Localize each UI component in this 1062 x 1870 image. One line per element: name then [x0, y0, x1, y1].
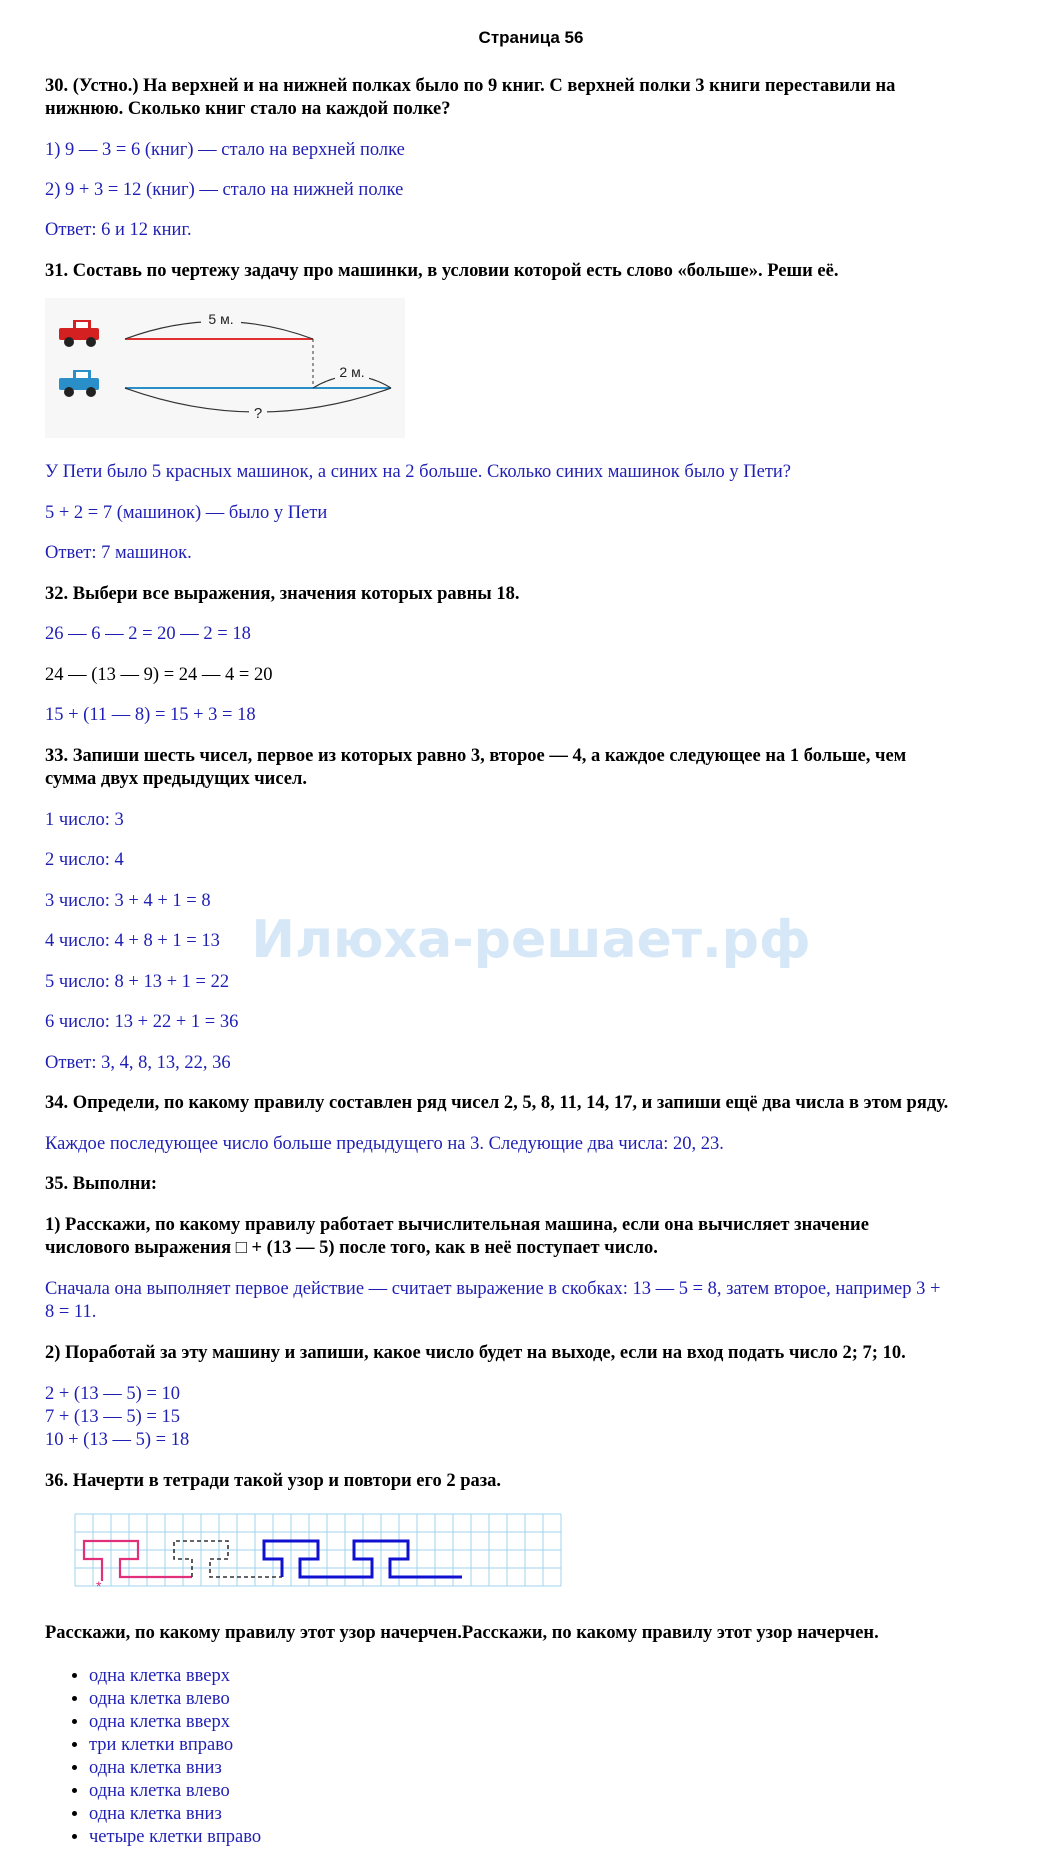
bottom-brace-label: ?: [253, 405, 263, 422]
task33-n4: 4 число: 4 + 8 + 1 = 13: [45, 931, 220, 951]
task33-question-line2: сумма двух предыдущих чисел.: [45, 769, 307, 789]
list-item: • одна клетка вниз: [89, 1803, 261, 1826]
page-title: Страница 56: [478, 28, 584, 47]
task36-tell: Расскажи, по какому правилу этот узор начерчен.Расскажи, по какому правилу этот узор начерчен.: [45, 1623, 879, 1643]
task34-answer: Каждое последующее число больше предыдущего на 3. Следующие два числа: 20, 23.: [45, 1134, 724, 1154]
task36-question: 36. Начерти в тетради такой узор и повтори его 2 раза.: [45, 1471, 502, 1491]
task35-part1-answer-line2: 8 = 11.: [45, 1302, 97, 1322]
task35-result3: 10 + (13 — 5) = 18: [45, 1430, 190, 1450]
task33-question-line1: 33. Запиши шесть чисел, первое из которых равно 3, второе — 4, а каждое следующее на 1 больше, чем: [45, 746, 907, 766]
task30-step2: 2) 9 + 3 = 12 (книг) — стало на нижней полке: [45, 180, 404, 200]
task33-n1: 1 число: 3: [45, 810, 124, 830]
cars-diagram: [45, 298, 405, 438]
list-item: • одна клетка влево: [89, 1780, 261, 1803]
task35-part2: 2) Поработай за эту машину и запиши, какое число будет на выходе, если на вход подать число 2; 7; 10.: [45, 1343, 906, 1363]
task30-step1: 1) 9 — 3 = 6 (книг) — стало на верхней полке: [45, 140, 405, 160]
task31-solution: 5 + 2 = 7 (машинок) — было у Пети: [45, 503, 328, 523]
pattern-grid-figure: [45, 1505, 565, 1595]
task30-question-line2: нижнюю. Сколько книг стало на каждой полке?: [45, 99, 451, 119]
task33-n5: 5 число: 8 + 13 + 1 = 22: [45, 972, 230, 992]
task33-answer: Ответ: 3, 4, 8, 13, 22, 36: [45, 1053, 231, 1073]
task33-n6: 6 число: 13 + 22 + 1 = 36: [45, 1012, 239, 1032]
task33-n2: 2 число: 4: [45, 850, 124, 870]
task35-heading: 35. Выполни:: [45, 1174, 158, 1194]
pattern-steps-list: [45, 1665, 261, 1849]
task34-question: 34. Определи, по какому правилу составлен ряд чисел 2, 5, 8, 11, 14, 17, и запиши ещё два числа в этом ряду.: [45, 1093, 949, 1113]
task32-question: 32. Выбери все выражения, значения которых равны 18.: [45, 584, 520, 604]
task35-result1: 2 + (13 — 5) = 10: [45, 1384, 180, 1404]
task31-answer: Ответ: 7 машинок.: [45, 543, 192, 563]
task35-result2: 7 + (13 — 5) = 15: [45, 1407, 180, 1427]
task31-question: 31. Составь по чертежу задачу про машинки, в условии которой есть слово «больше». Реши её.: [45, 261, 839, 281]
list-item: • одна клетка вверх: [89, 1711, 261, 1734]
start-star-icon: *: [96, 1578, 102, 1594]
list-item: • одна клетка вниз: [89, 1757, 261, 1780]
task32-expr1: 26 — 6 — 2 = 20 — 2 = 18: [45, 624, 251, 644]
list-item: • одна клетка влево: [89, 1688, 261, 1711]
pink-pattern: [84, 1541, 192, 1581]
task35-part1-answer-line1: Сначала она выполняет первое действие — считает выражение в скобках: 13 — 5 = 8, затем второе, например 3 +: [45, 1279, 941, 1299]
task30-answer: Ответ: 6 и 12 книг.: [45, 220, 192, 240]
diff-brace-label: 2 м.: [339, 364, 365, 380]
task32-expr3: 15 + (11 — 8) = 15 + 3 = 18: [45, 705, 256, 725]
task31-problem: У Пети было 5 красных машинок, а синих на 2 больше. Сколько синих машинок было у Пети?: [45, 462, 792, 482]
top-brace-label: 5 м.: [208, 311, 234, 327]
list-item: • три клетки вправо: [89, 1734, 261, 1757]
list-item: • одна клетка вверх: [89, 1665, 261, 1688]
task30-question-line1: 30. (Устно.) На верхней и на нижней полках было по 9 книг. С верхней полки 3 книги переставили на: [45, 76, 896, 96]
task35-part1-line1: 1) Расскажи, по какому правилу работает вычислительная машина, если она вычисляет значение: [45, 1215, 869, 1235]
watermark: Илюха-решает.рф: [251, 910, 811, 970]
task35-part1-line2: числового выражения □ + (13 — 5) после того, как в неё поступает число.: [45, 1238, 658, 1258]
list-item: • четыре клетки вправо: [89, 1826, 261, 1849]
task33-n3: 3 число: 3 + 4 + 1 = 8: [45, 891, 211, 911]
task32-expr2: 24 — (13 — 9) = 24 — 4 = 20: [45, 665, 273, 685]
